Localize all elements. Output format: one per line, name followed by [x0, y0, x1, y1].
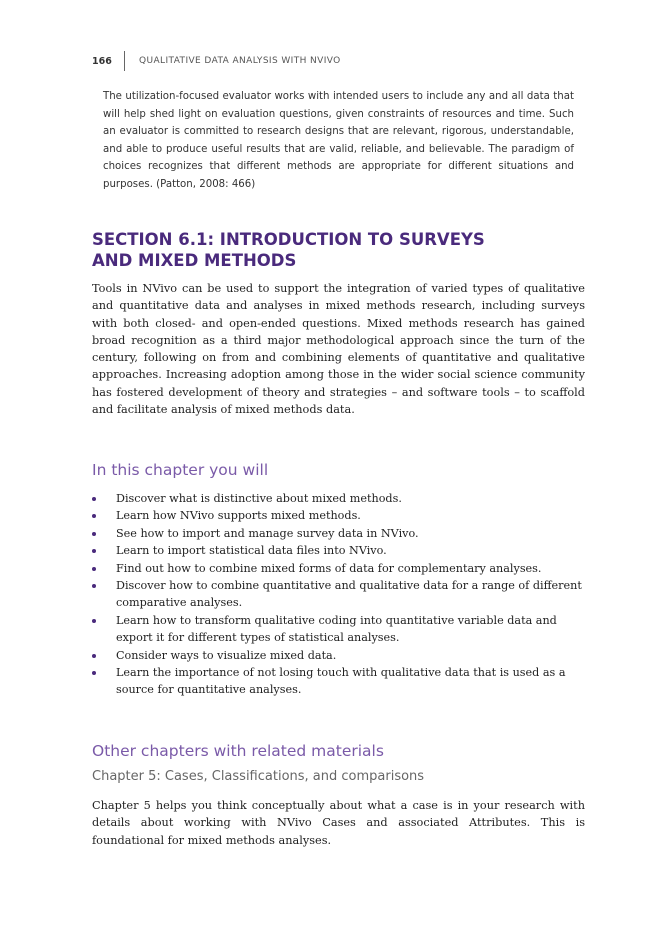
page-header	[92, 50, 341, 72]
bullet-icon	[92, 532, 96, 536]
section-title-line-1: SECTION 6.1: INTRODUCTION TO SURVEYS	[92, 230, 485, 249]
page-number: 166	[92, 55, 112, 67]
bullet-icon	[92, 619, 96, 623]
chapter-5-heading: Chapter 5: Cases, Classifications, and comparisons	[92, 769, 425, 784]
list-item	[92, 525, 585, 542]
running-head: QUALITATIVE DATA ANALYSIS WITH NVIVO	[139, 56, 341, 66]
list-item	[92, 490, 585, 507]
section-title-line-2: AND MIXED METHODS	[92, 251, 297, 270]
block-quote: The utilization-focused evaluator works with intended users to include any and all data that will help shed light on evaluation questions, given constraints of resources and time. Such an evaluator is committed to research designs that are relevant, rigorous, understandable, and able to produce useful results that are valid, reliable, and believable. The paradigm of choices recognizes that different methods are appropriate for different situations and purposes. (Patton, 2008: 466)	[103, 91, 574, 190]
chapter-goals-list	[92, 490, 585, 699]
related-chapters-heading: Other chapters with related materials	[92, 742, 384, 760]
bullet-icon	[92, 497, 96, 501]
list-item	[92, 577, 585, 612]
header-divider	[124, 51, 125, 71]
list-item	[92, 612, 585, 647]
list-item-text: Find out how to combine mixed forms of data for complementary analyses.	[116, 561, 542, 575]
list-item-text: Discover what is distinctive about mixed methods.	[116, 492, 402, 505]
intro-paragraph: Tools in NVivo can be used to support the integration of varied types of qualitative and quantitative data and analyses in mixed methods research, including surveys with both closed- and open-ended questions. Mixed methods research has gained broad recognition as a third major methodological approach since the turn of the century, following on from and combining elements of quantitative and qualitative approaches. Increasing adoption among those in the wider social science community has fostered development of theory and strategies – and software tools – to scaffold and facilitate analysis of mixed methods data.	[92, 282, 585, 417]
bullet-icon	[92, 584, 96, 588]
list-item-text: Discover how to combine quantitative and qualitative data for a range of different comparative analyses.	[116, 579, 582, 610]
bullet-icon	[92, 654, 96, 658]
chapter-goals-heading: In this chapter you will	[92, 461, 269, 479]
bullet-icon	[92, 549, 96, 553]
list-item	[92, 542, 585, 559]
bullet-icon	[92, 514, 96, 518]
section-title	[92, 229, 552, 271]
list-item-text: See how to import and manage survey data in NVivo.	[116, 526, 419, 540]
list-item-text: Learn how to transform qualitative coding into quantitative variable data and export it for different types of statistical analyses.	[116, 613, 557, 645]
chapter-5-paragraph: Chapter 5 helps you think conceptually about what a case is in your research with details about working with NVivo Cases and associated Attributes. This is foundational for mixed methods analyses.	[92, 799, 585, 847]
list-item-text: Learn how NVivo supports mixed methods.	[116, 509, 361, 523]
list-item	[92, 647, 585, 664]
bullet-icon	[92, 567, 96, 571]
list-item-text: Learn the importance of not losing touch with qualitative data that is used as a source for quantitative analyses.	[116, 666, 566, 697]
list-item-text: Learn to import statistical data files into NVivo.	[116, 544, 387, 558]
list-item	[92, 507, 585, 524]
list-item	[92, 560, 585, 577]
list-item-text: Consider ways to visualize mixed data.	[116, 648, 337, 662]
bullet-icon	[92, 671, 96, 675]
list-item	[92, 664, 585, 699]
